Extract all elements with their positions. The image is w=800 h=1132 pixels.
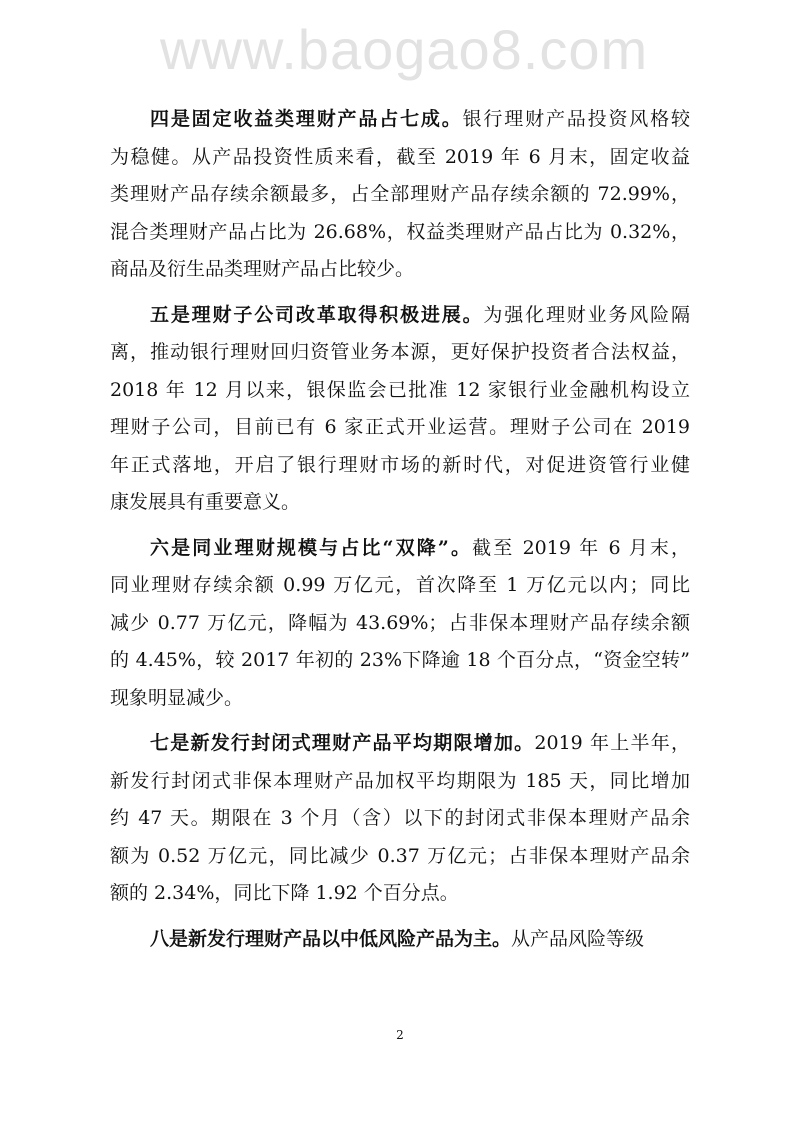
paragraph-text: 银行理财产品投资风格较 (462, 108, 690, 130)
paragraph-line: 混合类理财产品占比为 26.68%，权益类理财产品占比为 0.32%， (110, 220, 690, 243)
paragraph-line: 新发行封闭式非保本理财产品加权平均期限为 185 天，同比增加 (110, 769, 690, 792)
paragraph-text: 2019 年上半年， (534, 732, 690, 754)
paragraph-line: 理财子公司，目前已有 6 家正式开业运营。理财子公司在 2019 (110, 416, 690, 438)
paragraph-line: 的 4.45%，较 2017 年初的 23%下降逾 18 个百分点，“资金空转” (110, 649, 690, 671)
paragraph-line: 2018 年 12 月以来，银保监会已批准 12 家银行业金融机构设立 (110, 378, 690, 401)
paragraph-line (110, 921, 690, 959)
paragraph-line: 类理财产品存续余额最多，占全部理财产品存续余额的 72.99%， (110, 183, 690, 205)
paragraph-line (110, 101, 690, 139)
paragraph-line: 离，推动银行理财回归资管业务本源，更好保护投资者合法权益， (110, 341, 690, 363)
paragraph-line (110, 297, 690, 335)
paragraph-text: 为强化理财业务风险隔 (483, 303, 690, 326)
paragraph (110, 530, 690, 718)
paragraph-lead: 五是理财子公司改革取得积极进展。 (150, 303, 484, 326)
paragraph-line: 现象明显减少。 (110, 686, 244, 709)
paragraph-line: 为稳健。从产品投资性质来看，截至 2019 年 6 月末，固定收益 (110, 145, 690, 168)
paragraph (110, 725, 690, 913)
paragraph-lead: 六是同业理财规模与占比“双降”。 (150, 536, 473, 559)
paragraph-line: 同业理财存续余额 0.99 万亿元，首次降至 1 万亿元以内；同比 (110, 574, 690, 596)
watermark: www.baogao8.com (160, 18, 649, 81)
paragraph-lead: 四是固定收益类理财产品占七成。 (150, 108, 463, 130)
paragraph-line: 减少 0.77 万亿元，降幅为 43.69%；占非保本理财产品存续余额 (110, 611, 690, 634)
paragraph-text: 从产品风险等级 (511, 927, 645, 950)
paragraph-line (110, 725, 690, 763)
page-number: 2 (396, 1028, 404, 1042)
paragraph-text: 截至 2019 年 6 月末， (472, 536, 690, 559)
document-body (110, 101, 690, 966)
paragraph-lead: 八是新发行理财产品以中低风险产品为主。 (150, 927, 512, 950)
paragraph-line: 额为 0.52 万亿元，同比减少 0.37 万亿元；占非保本理财产品余 (110, 844, 690, 867)
paragraph-line: 约 47 天。期限在 3 个月（含）以下的封闭式非保本理财产品余 (110, 807, 690, 829)
paragraph (110, 101, 690, 289)
paragraph-line: 商品及衍生品类理财产品占比较少。 (110, 258, 415, 280)
paragraph-lead: 七是新发行封闭式理财产品平均期限增加。 (150, 732, 535, 754)
paragraph-line: 年正式落地，开启了银行理财市场的新时代，对促进资管行业健 (110, 453, 690, 476)
paragraph-line: 康发展具有重要意义。 (110, 491, 301, 513)
paragraph (110, 921, 690, 959)
paragraph-line (110, 530, 690, 568)
paragraph-line: 额的 2.34%，同比下降 1.92 个百分点。 (110, 882, 459, 904)
paragraph (110, 297, 690, 522)
